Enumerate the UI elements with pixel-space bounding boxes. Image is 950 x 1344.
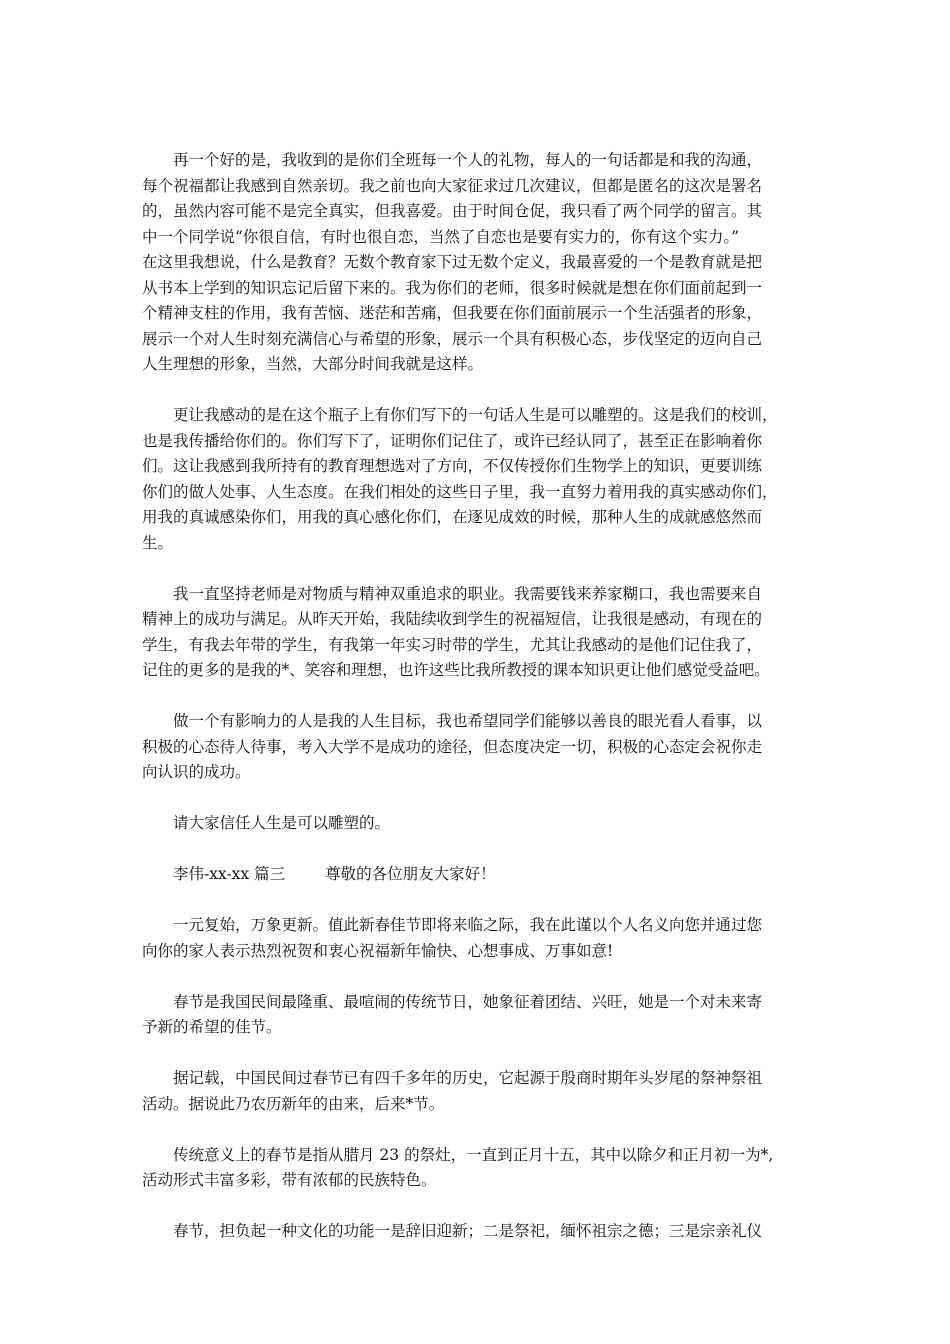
text-line: 你们的做人处事、人生态度。在我们相处的这些日子里，我一直努力着用我的真实感动你们， xyxy=(142,482,778,501)
text-line: 展示一个对人生时刻充满信心与希望的形象，展示一个具有积极心态，步伐坚定的迈向自己 xyxy=(142,329,763,348)
text-line: 一元复始，万象更新。值此新春佳节即将来临之际，我在此谨以个人名义向您并通过您 xyxy=(173,916,763,934)
text-line: 从书本上学到的知识忘记后留下来的。我为你们的老师，很多时候就是想在你们面前起到一 xyxy=(142,278,763,297)
paragraph-2 xyxy=(142,403,822,556)
text-line: 予新的希望的佳节。 xyxy=(142,1018,282,1036)
text-line: 每个祝福都让我感到自然亲切。我之前也向大家征求过几次建议，但都是匿名的这次是署名 xyxy=(142,176,763,195)
paragraph-6 xyxy=(142,913,822,964)
text-line: 传统意义上的春节是指从腊月 23 的祭灶，一直到正月十五，其中以除夕和正月初一为*, xyxy=(173,1145,774,1164)
text-line: 更让我感动的是在这个瓶子上有你们写下的一句话人生是可以雕塑的。这是我们的校训， xyxy=(173,406,778,424)
text-line: 也是我传播给你们的。你们写下了，证明你们记住了，或许已经认同了，甚至正在影响着你 xyxy=(142,431,763,450)
paragraph-10 xyxy=(142,1219,822,1245)
document-body xyxy=(142,148,822,1270)
text-line: 春节，担负起一种文化的功能一是辞旧迎新；二是祭祀，缅怀祖宗之德；三是宗亲礼仪 xyxy=(173,1222,763,1240)
paragraph-3 xyxy=(142,582,822,684)
paragraph-5 xyxy=(142,811,822,837)
paragraph-8 xyxy=(142,1066,822,1117)
text-line: 记住的更多的是我的*、笑容和理想，也许这些比我所教授的课本知识更让他们感觉受益吧。 xyxy=(142,661,770,679)
text-line: 的，虽然内容可能不是完全真实，但我喜爱。由于时间仓促，我只看了两个同学的留言。其 xyxy=(142,202,763,220)
text-line: 们。这让我感到我所持有的教育理想选对了方向，不仅传授你们生物学上的知识，更要训练 xyxy=(142,457,763,475)
paragraph-1 xyxy=(142,148,822,378)
text-line: 积极的心态待人待事，考入大学不是成功的途径，但态度决定一切，积极的心态定会祝你走 xyxy=(142,737,763,756)
text-line: 中一个同学说“你很自信，有时也很自恋，当然了自恋也是要有实力的，你有这个实力。” xyxy=(142,227,740,246)
text-line: 在这里我想说，什么是教育？无数个教育家下过无数个定义，我最喜爱的一个是教育就是把 xyxy=(142,253,763,271)
text-line: 人生理想的形象，当然，大部分时间我就是这样。 xyxy=(142,355,484,373)
text-line: 用我的真诚感染你们，用我的真心感化你们，在逐见成效的时候，那种人生的成就感悠然而 xyxy=(142,508,763,526)
text-line: 活动。据说此乃农历新年的由来，后来*节。 xyxy=(142,1094,445,1113)
paragraph-4 xyxy=(142,709,822,786)
text-line: 向你的家人表示热烈祝贺和衷心祝福新年愉快、心想事成、万事如意! xyxy=(142,941,614,960)
text-line: 再一个好的是，我收到的是你们全班每一个人的礼物，每人的一句话都是和我的沟通， xyxy=(173,151,763,169)
text-line: 做一个有影响力的人是我的人生目标，我也希望同学们能够以善良的眼光看人看事，以 xyxy=(173,712,763,730)
text-line: 我一直坚持老师是对物质与精神双重追求的职业。我需要钱来养家糊口，我也需要来自 xyxy=(173,584,763,603)
text-line: 活动形式丰富多彩，带有浓郁的民族特色。 xyxy=(142,1171,437,1189)
text-line: 请大家信任人生是可以雕塑的。 xyxy=(173,814,391,832)
text-line: 个精神支柱的作用，我有苦恼、迷茫和苦痛，但我要在你们面前展示一个生活强者的形象， xyxy=(142,304,763,322)
text-line: 向认识的成功。 xyxy=(142,763,251,781)
text-line: 学生，有我去年带的学生，有我第一年实习时带的学生，尤其让我感动的是他们记住我了， xyxy=(142,635,763,654)
text-line: 据记载，中国民间过春节已有四千多年的历史，它起源于殷商时期年头岁尾的祭神祭祖 xyxy=(173,1069,763,1087)
author-date-label: 李伟-xx-xx 篇三 xyxy=(173,865,286,883)
text-line: 生。 xyxy=(142,533,174,552)
text-line: 精神上的成功与满足。从昨天开始，我陆续收到学生的祝福短信，让我很是感动，有现在的 xyxy=(142,610,763,628)
paragraph-7 xyxy=(142,990,822,1041)
paragraph-9 xyxy=(142,1143,822,1194)
text-line: 春节是我国民间最隆重、最喧闹的传统节日，她象征着团结、兴旺，她是一个对未来寄 xyxy=(173,992,763,1011)
greeting-text: 尊敬的各位朋友大家好！ xyxy=(325,865,496,883)
section-heading-line xyxy=(142,862,822,888)
